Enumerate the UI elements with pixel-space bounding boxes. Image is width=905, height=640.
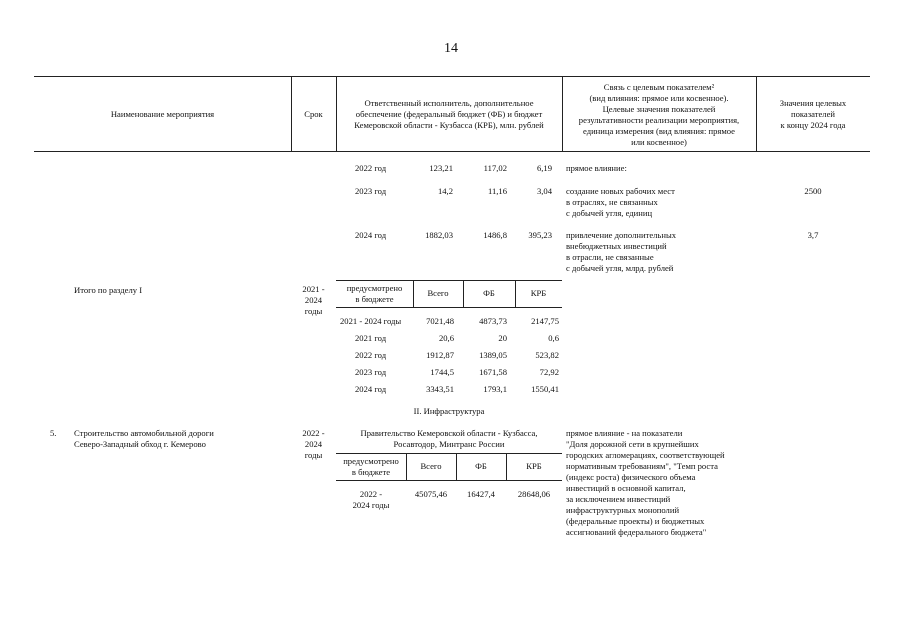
fb-value: 11,16 — [487, 186, 507, 196]
row-fb: 20 — [498, 333, 507, 343]
page-number: 14 — [444, 41, 458, 56]
krb-value: 6,19 — [536, 163, 552, 173]
year-label: 2022 год — [355, 163, 387, 173]
row-year: 2022 - 2024 годы — [352, 489, 390, 510]
header-col-link: Связь с целевым показателем² (вид влияния: прямое или косвенное). Целевые значения показателей результативности реализации мероприятия, единица измерения (вид влияния: прямое или косвенное) — [578, 82, 740, 147]
row-year: 2022 год — [355, 350, 387, 360]
row-year: 2021 год — [355, 333, 387, 343]
header-col-term: Срок — [304, 109, 323, 119]
link-text: привлечение дополнительных внебюджетных инвестиций в отрасли, не связанные с добычей угля, млрд. рублей — [566, 230, 677, 273]
head-krb: КРБ — [526, 461, 542, 471]
krb-value: 3,04 — [536, 186, 552, 196]
section-title: II. Инфраструктура — [413, 406, 485, 416]
head-fb: ФБ — [475, 461, 487, 471]
table-rule — [336, 480, 562, 481]
row-total: 20,6 — [438, 333, 454, 343]
item-number: 5. — [50, 428, 57, 438]
row-fb: 16427,4 — [467, 489, 495, 499]
krb-value: 395,23 — [528, 230, 552, 240]
head-total: Всего — [427, 288, 449, 298]
target-value: 2500 — [804, 186, 822, 196]
row-fb: 1389,05 — [479, 350, 507, 360]
row-krb: 72,92 — [539, 367, 559, 377]
total-value: 123,21 — [429, 163, 453, 173]
year-label: 2023 год — [355, 186, 387, 196]
row-total: 7021,48 — [426, 316, 454, 326]
section-total-name: Итого по разделу I — [74, 285, 143, 295]
row-fb: 4873,73 — [479, 316, 507, 326]
head-krb: КРБ — [530, 288, 547, 298]
table-rule — [336, 280, 562, 281]
row-total: 3343,51 — [426, 384, 454, 394]
header-col-responsible: Ответственный исполнитель, дополнительное обеспечение (федеральный бюджет (ФБ) и бюджет Кемеровской области - Кузбасса (КРБ), млн. рублей — [354, 98, 544, 130]
fb-value: 117,02 — [483, 163, 507, 173]
row-year: 2024 год — [355, 384, 387, 394]
row-year: 2023 год — [355, 367, 387, 377]
link-text: создание новых рабочих мест в отраслях, не связанных с добычей угля, единиц — [566, 186, 675, 218]
row-fb: 1671,58 — [479, 367, 507, 377]
item-term: 2022 - 2024 годы — [302, 428, 325, 460]
row-total: 45075,46 — [414, 489, 448, 499]
row-year: 2021 - 2024 годы — [340, 316, 402, 326]
item-name: Строительство автомобильной дороги Северо-Западный обход г. Кемерово — [74, 428, 214, 449]
row-krb: 0,6 — [548, 333, 559, 343]
head-provided: предусмотрено в бюджете — [346, 283, 403, 304]
row-krb: 523,82 — [535, 350, 559, 360]
head-total: Всего — [420, 461, 442, 471]
row-total: 1912,87 — [426, 350, 454, 360]
total-value: 14,2 — [437, 186, 453, 196]
total-value: 1882,03 — [425, 230, 453, 240]
fb-value: 1486,8 — [483, 230, 507, 240]
table-rule — [336, 453, 562, 454]
target-value: 3,7 — [807, 230, 819, 240]
section-total-term: 2021 - 2024 годы — [302, 284, 325, 316]
head-fb: ФБ — [483, 288, 495, 298]
row-fb: 1793,1 — [483, 384, 507, 394]
row-krb: 1550,41 — [531, 384, 559, 394]
row-krb: 28648,06 — [517, 489, 551, 499]
header-col-name: Наименование мероприятия — [110, 109, 215, 119]
header-top-rule — [34, 76, 870, 77]
item-link-text: прямое влияние - на показатели "Доля дорожной сети в крупнейших городских агломерациях, соответствующей нормативным требованиям", "Темп роста (индекс роста) физического объема инвестиций в основной капитал, за исключением инвестиций инфраструктурных монополий (федеральные проекты) и бюджетных ассигнований федерального бюджета" — [566, 428, 725, 537]
year-label: 2024 год — [355, 230, 387, 240]
table-rule — [336, 307, 562, 308]
header-col-targets: Значения целевых показателей к концу 2024 года — [779, 98, 847, 130]
header-bottom-rule — [34, 151, 870, 152]
head-provided: предусмотрено в бюджете — [343, 456, 399, 477]
link-text: прямое влияние: — [566, 163, 627, 173]
row-krb: 2147,75 — [531, 316, 559, 326]
row-total: 1744,5 — [430, 367, 454, 377]
item-responsible: Правительство Кемеровской области - Кузбасса, Росавтодор, Минтранс России — [360, 428, 538, 449]
